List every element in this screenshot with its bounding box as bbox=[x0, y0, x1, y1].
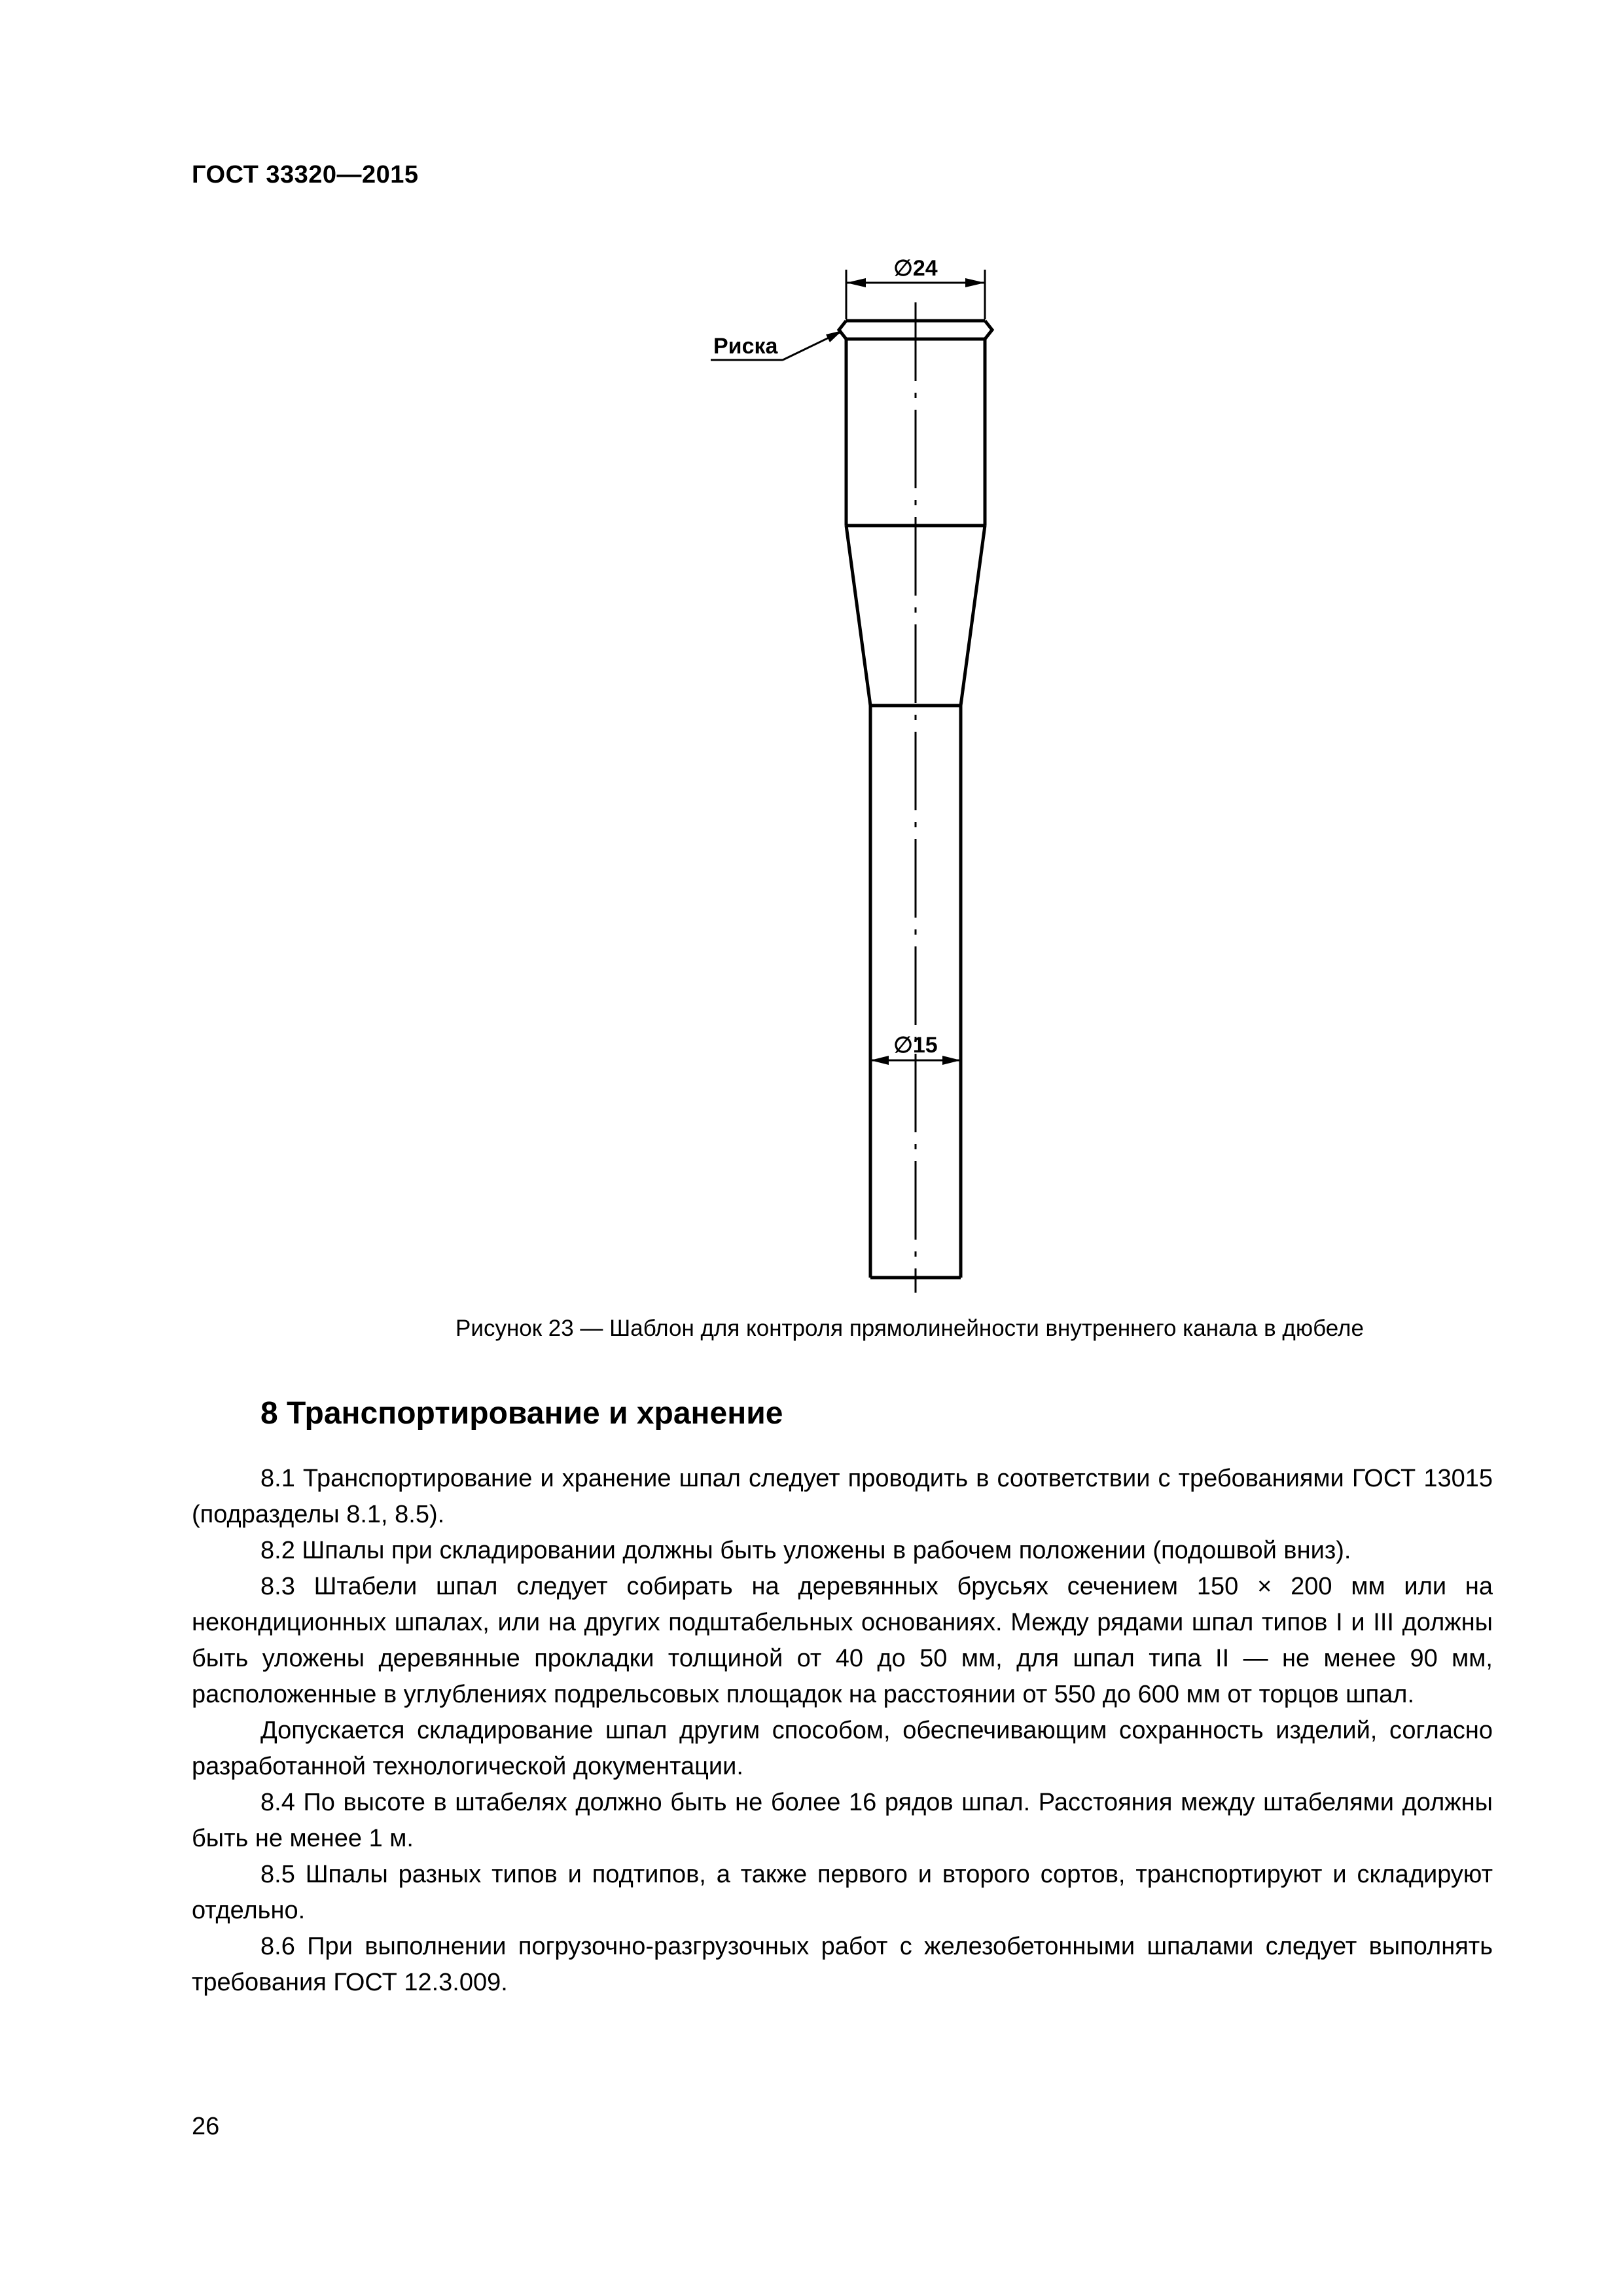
dim-arrow-right-icon bbox=[965, 278, 985, 287]
section-title: 8 Транспортирование и хранение bbox=[260, 1396, 783, 1431]
section-body bbox=[192, 1461, 1493, 2001]
page-number: 26 bbox=[192, 2113, 220, 2140]
paragraph-8-3: 8.3 Штабели шпал следует собирать на деревянных брусьях сечением 150 × 200 мм или на некондиционных шпалах, или на других подштабельных основаниях. Между рядами шпал типов I и III должны быть уложены деревянные прокладки толщиной от 40 до 50 мм, для шпал типа II — не менее 90 мм, расположенные в углублениях подрельсовых площадок на расстоянии от 550 до 600 мм от торцов шпал. bbox=[192, 1573, 1493, 1708]
leader-arrow-icon bbox=[826, 331, 842, 342]
bottom-dimension-label: ∅15 bbox=[893, 1033, 938, 1058]
dim-arrow-left-icon bbox=[846, 278, 866, 287]
paragraph-8-6: 8.6 При выполнении погрузочно-разгрузочных работ с железобетонными шпалами следует выполнять требования ГОСТ 12.3.009. bbox=[192, 1933, 1493, 1996]
paragraph-8-5: 8.5 Шпалы разных типов и подтипов, а также первого и второго сортов, транспортируют и складируют отдельно. bbox=[192, 1861, 1493, 1924]
dim-arrow-left-bottom-icon bbox=[870, 1056, 889, 1065]
figure-caption: Рисунок 23 — Шаблон для контроля прямолинейности внутреннего канала в дюбеле bbox=[455, 1316, 1364, 1341]
paragraph-8-4: 8.4 По высоте в штабелях должно быть не более 16 рядов шпал. Расстояния между штабелями должны быть не менее 1 м. bbox=[192, 1789, 1493, 1852]
mark-label: Риска bbox=[713, 334, 778, 359]
dim-arrow-right-bottom-icon bbox=[942, 1056, 961, 1065]
top-dimension-label: ∅24 bbox=[893, 256, 938, 281]
paragraph-8-1: 8.1 Транспортирование и хранение шпал следует проводить в соответствии с требованиями ГОСТ 13015 (подразделы 8.1, 8.5). bbox=[192, 1465, 1493, 1528]
document-header: ГОСТ 33320—2015 bbox=[192, 161, 419, 188]
paragraph-8-2: 8.2 Шпалы при складировании должны быть уложены в рабочем положении (подошвой вниз). bbox=[260, 1537, 1351, 1564]
paragraph-8-3-note: Допускается складирование шпал другим способом, обеспечивающим сохранность изделий, согласно разработанной технологической документации. bbox=[192, 1717, 1493, 1780]
